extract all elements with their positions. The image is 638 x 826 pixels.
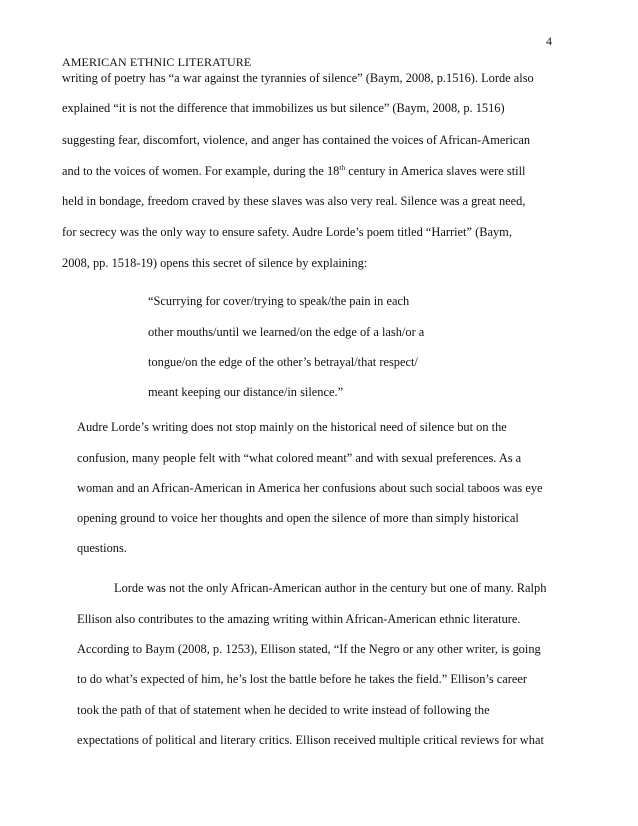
quote-line: “Scurrying for cover/trying to speak/the pain in each: [148, 294, 410, 308]
line-text: and to the voices of women. For example, during the 18: [62, 164, 340, 178]
paragraph-line: Ellison also contributes to the amazing writing within African-American ethnic literature.: [77, 612, 521, 626]
paragraph-line: questions.: [77, 541, 127, 555]
paragraph-line: explained “it is not the difference that immobilizes us but silence” (Baym, 2008, p. 1516): [62, 101, 505, 115]
quote-line: tongue/on the edge of the other’s betrayal/that respect/: [148, 355, 418, 369]
paragraph-line: confusion, many people felt with “what colored meant” and with sexual preferences. As a: [77, 451, 522, 465]
paragraph-line: writing of poetry has “a war against the tyrannies of silence” (Baym, 2008, p.1516). Lorde also: [62, 71, 534, 85]
quote-line: meant keeping our distance/in silence.”: [148, 385, 344, 399]
paragraph-line: expectations of political and literary critics. Ellison received multiple critical reviews for what: [77, 733, 544, 747]
paragraph-line: for secrecy was the only way to ensure safety. Audre Lorde’s poem titled “Harriet” (Baym,: [62, 225, 512, 239]
paragraph-line: [62, 164, 526, 178]
page-number: 4: [546, 34, 552, 48]
paragraph-line: held in bondage, freedom craved by these slaves was also very real. Silence was a great need,: [62, 194, 526, 208]
paragraph-line: According to Baym (2008, p. 1253), Ellison stated, “If the Negro or any other writer, is going: [77, 642, 541, 656]
quote-line: other mouths/until we learned/on the edge of a lash/or a: [148, 325, 425, 339]
running-head: AMERICAN ETHNIC LITERATURE: [62, 55, 252, 69]
paragraph-line: suggesting fear, discomfort, violence, and anger has contained the voices of African-American: [62, 133, 531, 147]
line-text: century in America slaves were still: [345, 164, 526, 178]
paragraph-line: Lorde was not the only African-American author in the century but one of many. Ralph: [114, 581, 547, 595]
superscript: th: [339, 163, 346, 172]
paragraph-line: Audre Lorde’s writing does not stop mainly on the historical need of silence but on the: [77, 420, 507, 434]
paragraph-line: 2008, pp. 1518-19) opens this secret of silence by explaining:: [62, 256, 368, 270]
paragraph-line: to do what’s expected of him, he’s lost the battle before he takes the field.” Ellison’s career: [77, 672, 528, 686]
paragraph-line: woman and an African-American in America her confusions about such social taboos was eye: [77, 481, 543, 495]
paragraph-line: took the path of that of statement when he decided to write instead of following the: [77, 703, 490, 717]
paragraph-line: opening ground to voice her thoughts and open the silence of more than simply historical: [77, 511, 519, 525]
